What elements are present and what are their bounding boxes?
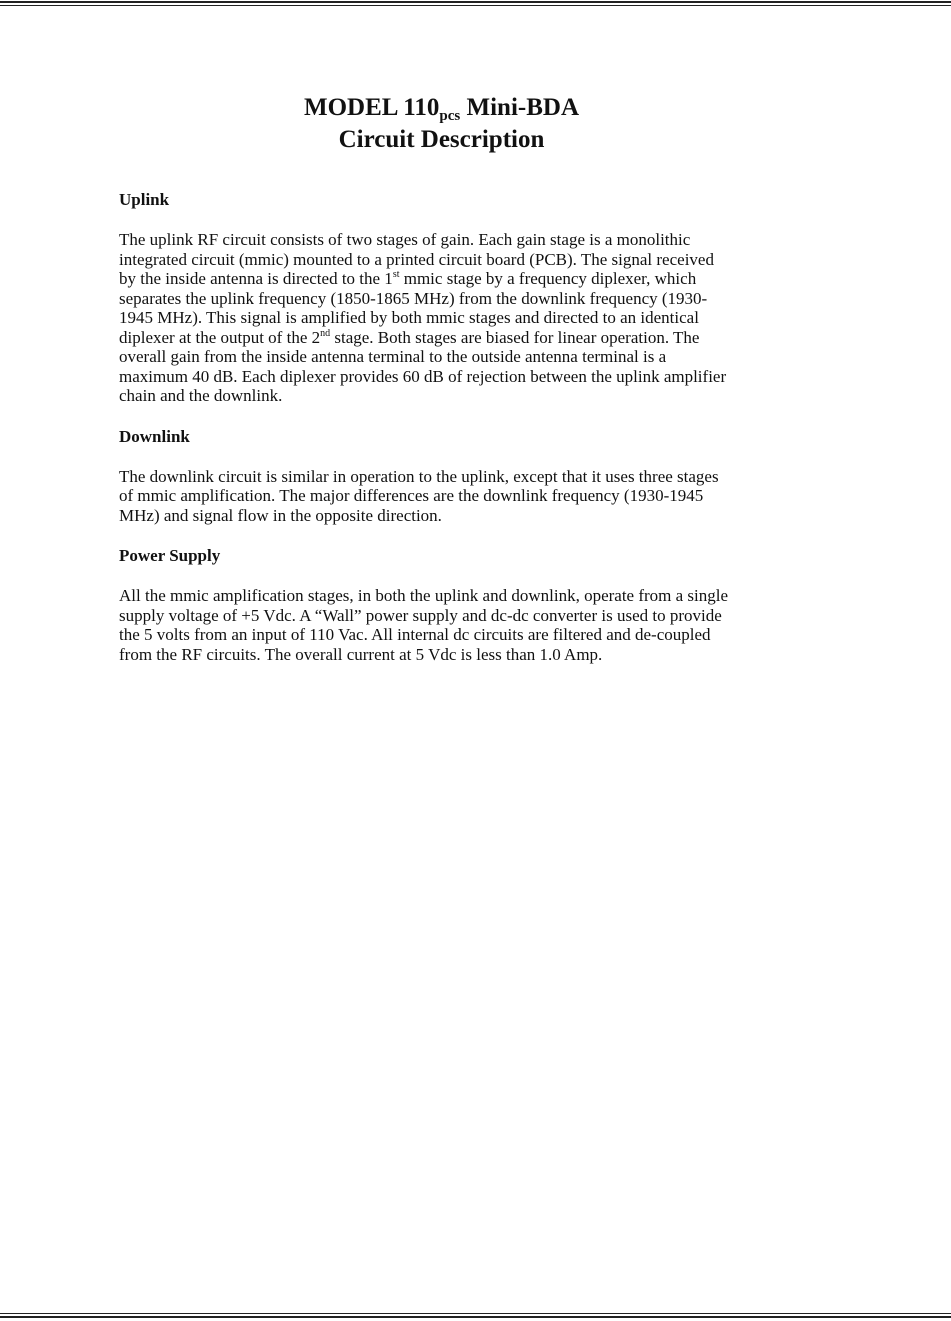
uplink-line-5: 1945 MHz). This signal is amplified by both mmic stages and directed to an identical: [119, 308, 699, 327]
downlink-line-2: of mmic amplification. The major differences are the downlink frequency (1930-1945: [119, 486, 704, 505]
document-title: [0, 92, 883, 156]
uplink-heading: Uplink: [119, 190, 170, 209]
power-supply-line-1: All the mmic amplification stages, in both the uplink and downlink, operate from a single: [119, 586, 729, 605]
uplink-line-8: maximum 40 dB. Each diplexer provides 60 dB of rejection between the uplink amplifier: [119, 366, 727, 386]
downlink-line-1: The downlink circuit is similar in operation to the uplink, except that it uses three stages: [119, 466, 719, 486]
power-supply-paragraph: [119, 586, 779, 664]
title-model-subscript: pcs: [439, 108, 461, 124]
title-line-2: Circuit Description: [338, 126, 545, 153]
title-model-suffix: Mini-BDA: [460, 94, 580, 121]
uplink-paragraph: [119, 230, 779, 406]
downlink-paragraph: [119, 467, 779, 526]
uplink-line-1: The uplink RF circuit consists of two stages of gain. Each gain stage is a monolithic: [119, 230, 691, 249]
uplink-line-3: by the inside antenna is directed to the 1st mmic stage by a frequency diplexer, which: [119, 269, 697, 288]
ordinal-superscript: nd: [320, 327, 331, 339]
power-supply-heading: Power Supply: [119, 546, 221, 565]
bottom-border-rule-thick: [0, 1316, 951, 1318]
uplink-line-7: overall gain from the inside antenna terminal to the outside antenna terminal is a: [119, 347, 667, 366]
downlink-heading: Downlink: [119, 426, 190, 446]
uplink-line-4: separates the uplink frequency (1850-1865 MHz) from the downlink frequency (1930-: [119, 288, 708, 308]
top-border-rule-thin: [0, 5, 951, 6]
power-supply-line-2: supply voltage of +5 Vdc. A “Wall” power supply and dc-dc converter is used to provide: [119, 605, 722, 625]
title-line-1: [0, 92, 883, 124]
document-body: [119, 188, 779, 664]
bottom-border-rule-thin: [0, 1313, 951, 1314]
ordinal-superscript: st: [392, 269, 400, 280]
power-supply-line-3: the 5 volts from an input of 110 Vac. All internal dc circuits are filtered and de-coupled: [119, 625, 711, 644]
title-model-prefix: MODEL 110: [303, 94, 440, 121]
downlink-line-3: MHz) and signal flow in the opposite direction.: [119, 505, 442, 525]
top-border-rule-thick: [0, 1, 951, 3]
uplink-line-2: integrated circuit (mmic) mounted to a printed circuit board (PCB). The signal received: [119, 249, 714, 269]
uplink-line-6: diplexer at the output of the 2nd stage. Both stages are biased for linear operation. The: [119, 327, 700, 347]
uplink-line-9: chain and the downlink.: [119, 386, 283, 405]
power-supply-line-4: from the RF circuits. The overall current at 5 Vdc is less than 1.0 Amp.: [119, 644, 603, 664]
